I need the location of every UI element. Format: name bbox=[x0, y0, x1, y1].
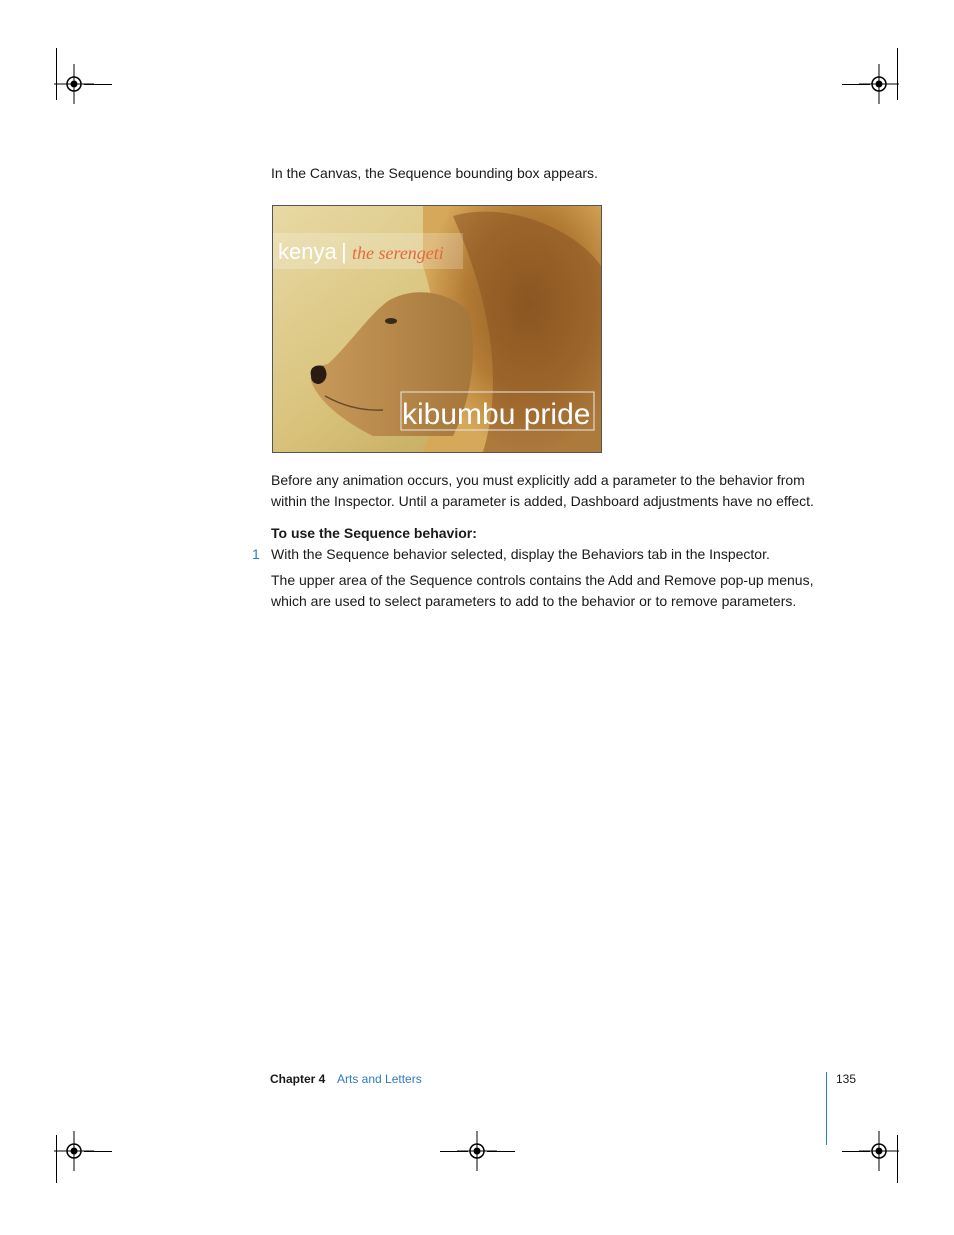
footer-divider bbox=[826, 1072, 827, 1145]
crop-mark bbox=[56, 1135, 57, 1183]
crop-mark bbox=[842, 84, 870, 85]
figure-title-left: kenya bbox=[278, 239, 337, 264]
figure-title-right: the serengeti bbox=[352, 243, 444, 263]
paragraph-upper-area: The upper area of the Sequence controls contains the Add and Remove pop-up menus, which are used to select parameters to add to the behavior or to remove parameters. bbox=[271, 572, 814, 609]
crop-mark bbox=[56, 48, 57, 100]
crop-mark bbox=[84, 1151, 112, 1152]
page-number: 135 bbox=[836, 1072, 857, 1086]
figure-caption: kibumbu pride bbox=[402, 398, 591, 431]
paragraph-before: Before any animation occurs, you must explicitly add a parameter to the behavior from within the Inspector. Until a parameter is added, Dashboard adjustments have no effect. bbox=[271, 472, 814, 509]
task-heading: To use the Sequence behavior: bbox=[271, 525, 477, 541]
crop-mark bbox=[84, 84, 112, 85]
figure-title-separator: | bbox=[341, 239, 347, 264]
step-text: With the Sequence behavior selected, display the Behaviors tab in the Inspector. bbox=[271, 546, 770, 562]
canvas-figure bbox=[272, 205, 602, 453]
crop-mark bbox=[487, 1151, 515, 1152]
crop-mark bbox=[897, 1135, 898, 1183]
crop-mark bbox=[842, 1151, 870, 1152]
crop-mark bbox=[440, 1151, 468, 1152]
step-number: 1 bbox=[252, 546, 260, 562]
paragraph-intro: In the Canvas, the Sequence bounding box appears. bbox=[271, 165, 598, 181]
crop-mark bbox=[897, 48, 898, 100]
footer-chapter: Chapter 4 bbox=[270, 1072, 326, 1086]
footer-chapter-title[interactable]: Arts and Letters bbox=[337, 1072, 422, 1086]
